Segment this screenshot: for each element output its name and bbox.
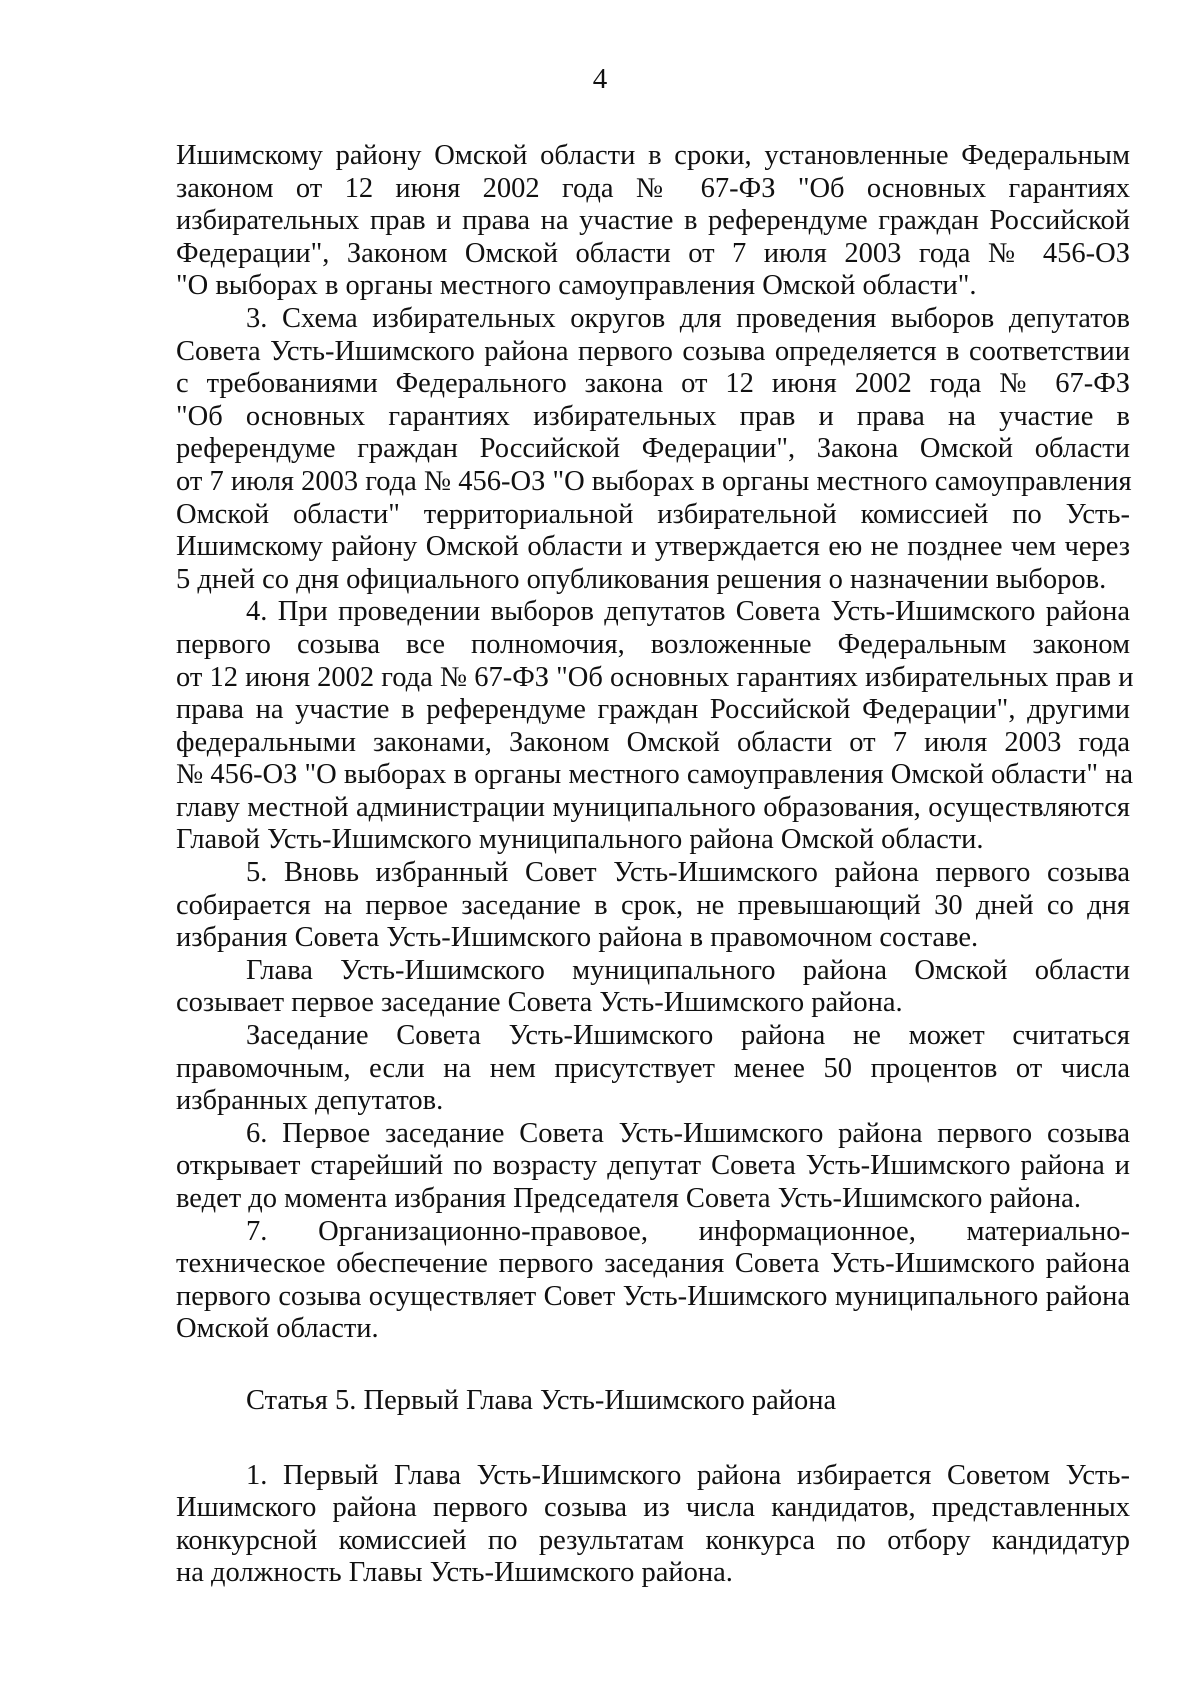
text-line: Омской области" территориальной избирательной комиссией по Усть- (176, 498, 1130, 530)
text-line: Глава Усть-Ишимского муниципального района Омской области (246, 954, 1130, 986)
text-line: 5. Вновь избранный Совет Усть-Ишимского района первого созыва (246, 857, 1130, 889)
text-line: 3. Схема избирательных округов для проведения выборов депутатов (246, 302, 1130, 334)
text-line: права на участие в референдуме граждан Российской Федерации", другими (176, 694, 1130, 726)
text-line: на должность Главы Усть-Ишимского района. (176, 1557, 733, 1589)
text-line: "О выборах в органы местного самоуправления Омской области". (176, 270, 977, 302)
text-line: Совета Усть-Ишимского района первого созыва определяется в соответствии (176, 335, 1130, 367)
text-line: главу местной администрации муниципального образования, осуществляются (176, 791, 1130, 823)
text-line: первого созыва все полномочия, возложенные Федеральным законом (176, 628, 1130, 660)
text-line: открывает старейший по возрасту депутат Совета Усть-Ишимского района и (176, 1150, 1130, 1182)
text-line: избранных депутатов. (176, 1085, 444, 1117)
text-line: Федерации", Законом Омской области от 7 июля 2003 года № 456-ОЗ (176, 237, 1130, 269)
text-line: избрания Совета Усть-Ишимского района в правомочном составе. (176, 922, 979, 954)
text-line: Ишимскому району Омской области и утверждается ею не позднее чем через (176, 531, 1130, 563)
text-line: 1. Первый Глава Усть-Ишимского района избирается Советом Усть- (246, 1459, 1130, 1491)
text-line: "Об основных гарантиях избирательных прав и права на участие в (176, 400, 1130, 432)
text-line: 5 дней со дня официального опубликования решения о назначении выборов. (176, 563, 1107, 595)
text-line: от 12 июня 2002 года № 67-ФЗ "Об основных гарантиях избирательных прав и (176, 661, 1134, 693)
text-line: 7. Организационно-правовое, информационное, материально- (246, 1215, 1130, 1247)
text-line: избирательных прав и права на участие в референдуме граждан Российской (176, 205, 1130, 237)
text-line: созывает первое заседание Совета Усть-Ишимского района. (176, 987, 903, 1019)
text-line: Ишимского района первого созыва из числа кандидатов, представленных (176, 1492, 1130, 1524)
text-line: первого созыва осуществляет Совет Усть-Ишимского муниципального района (176, 1280, 1130, 1312)
text-line: референдуме граждан Российской Федерации", Закона Омской области (176, 433, 1130, 465)
text-line: № 456-ОЗ "О выборах в органы местного самоуправления Омской области" на (176, 759, 1133, 791)
spacer (176, 1418, 1130, 1460)
text-line: Ишимскому району Омской области в сроки, установленные Федеральным (176, 140, 1130, 171)
text-line: Заседание Совета Усть-Ишимского района не может считаться (246, 1020, 1130, 1052)
text-line: собирается на первое заседание в срок, не превышающий 30 дней со дня (176, 889, 1130, 921)
article-paragraphs-block (176, 1460, 1130, 1590)
text-line: от 7 июля 2003 года № 456-ОЗ "О выборах в органы местного самоуправления (176, 465, 1132, 497)
text-line: федеральными законами, Законом Омской области от 7 июля 2003 года (176, 726, 1130, 758)
text-line: техническое обеспечение первого заседания Совета Усть-Ишимского района (176, 1248, 1130, 1280)
text-line: Омской области. (176, 1313, 379, 1345)
text-line: конкурсной комиссией по результатам конкурса по отбору кандидатур (176, 1524, 1130, 1556)
text-line: с требованиями Федерального закона от 12 июня 2002 года № 67-ФЗ (176, 368, 1130, 400)
text-line: ведет до момента избрания Председателя Совета Усть-Ишимского района. (176, 1183, 1081, 1214)
page-number: 4 (592, 63, 608, 95)
text-line: 6. Первое заседание Совета Усть-Ишимского района первого созыва (246, 1117, 1130, 1149)
text-line: правомочным, если на нем присутствует менее 50 процентов от числа (176, 1052, 1130, 1084)
spacer (176, 1346, 1130, 1385)
paragraphs-block (176, 140, 1134, 1346)
text-line: 4. При проведении выборов депутатов Совета Усть-Ишимского района (246, 596, 1130, 628)
text-line: законом от 12 июня 2002 года № 67-ФЗ "Об основных гарантиях (176, 172, 1130, 204)
text-line: Главой Усть-Ишимского муниципального района Омской области. (176, 824, 984, 856)
document-body (176, 140, 1134, 1590)
article-heading: Статья 5. Первый Глава Усть-Ишимского района (246, 1384, 837, 1416)
